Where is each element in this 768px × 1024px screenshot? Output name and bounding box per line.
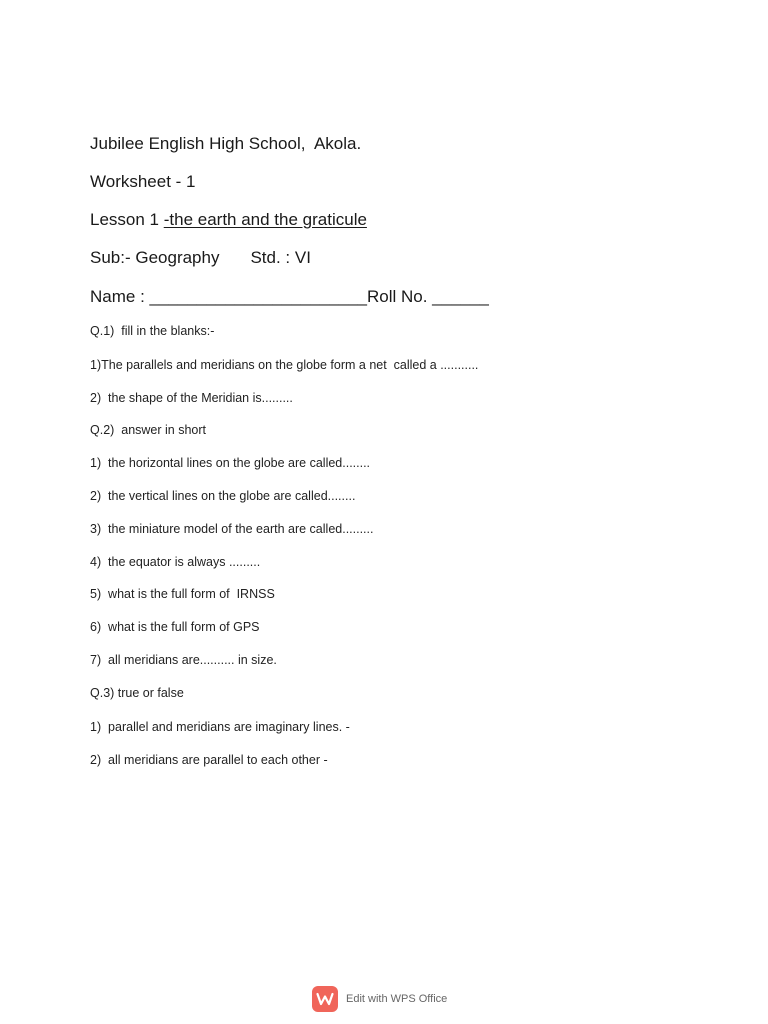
- q2-heading: Q.2) answer in short: [90, 423, 207, 437]
- wps-edit-label: Edit with WPS Office: [346, 993, 448, 1005]
- q1-item-2: 2) the shape of the Meridian is.........: [90, 391, 293, 405]
- q1-item-1: 1)The parallels and meridians on the globe form a net called a ...........: [90, 358, 479, 372]
- q3-item-2: 2) all meridians are parallel to each other -: [90, 753, 328, 767]
- q2-item-2: 2) the vertical lines on the globe are called........: [90, 489, 356, 503]
- subject-label: Sub:- Geography: [90, 248, 220, 267]
- wps-w-glyph: [316, 992, 334, 1006]
- lesson-title: -the earth and the graticule: [163, 210, 367, 229]
- q1-heading: Q.1) fill in the blanks:-: [90, 324, 215, 338]
- worksheet-title: Worksheet - 1: [90, 172, 196, 191]
- standard-label: Std. : VI: [250, 248, 311, 267]
- q2-item-3: 3) the miniature model of the earth are called.........: [90, 522, 374, 536]
- q2-item-7: 7) all meridians are.......... in size.: [90, 653, 277, 667]
- wps-edit-button[interactable]: [312, 985, 447, 1013]
- subject-line: [90, 247, 311, 269]
- q2-item-6: 6) what is the full form of GPS: [90, 620, 260, 634]
- school-name: Jubilee English High School, Akola.: [90, 134, 362, 153]
- q2-item-4: 4) the equator is always .........: [90, 555, 261, 569]
- lesson-prefix: Lesson 1: [90, 210, 164, 229]
- q3-heading: Q.3) true or false: [90, 686, 184, 700]
- q2-item-5: 5) what is the full form of IRNSS: [90, 587, 275, 601]
- q2-item-1: 1) the horizontal lines on the globe are called........: [90, 456, 371, 470]
- lesson-line: [90, 209, 367, 231]
- wps-logo-icon: [312, 986, 338, 1012]
- q3-item-1: 1) parallel and meridians are imaginary lines. -: [90, 720, 350, 734]
- name-roll-line: Name : _______________________Roll No. ______: [90, 287, 489, 306]
